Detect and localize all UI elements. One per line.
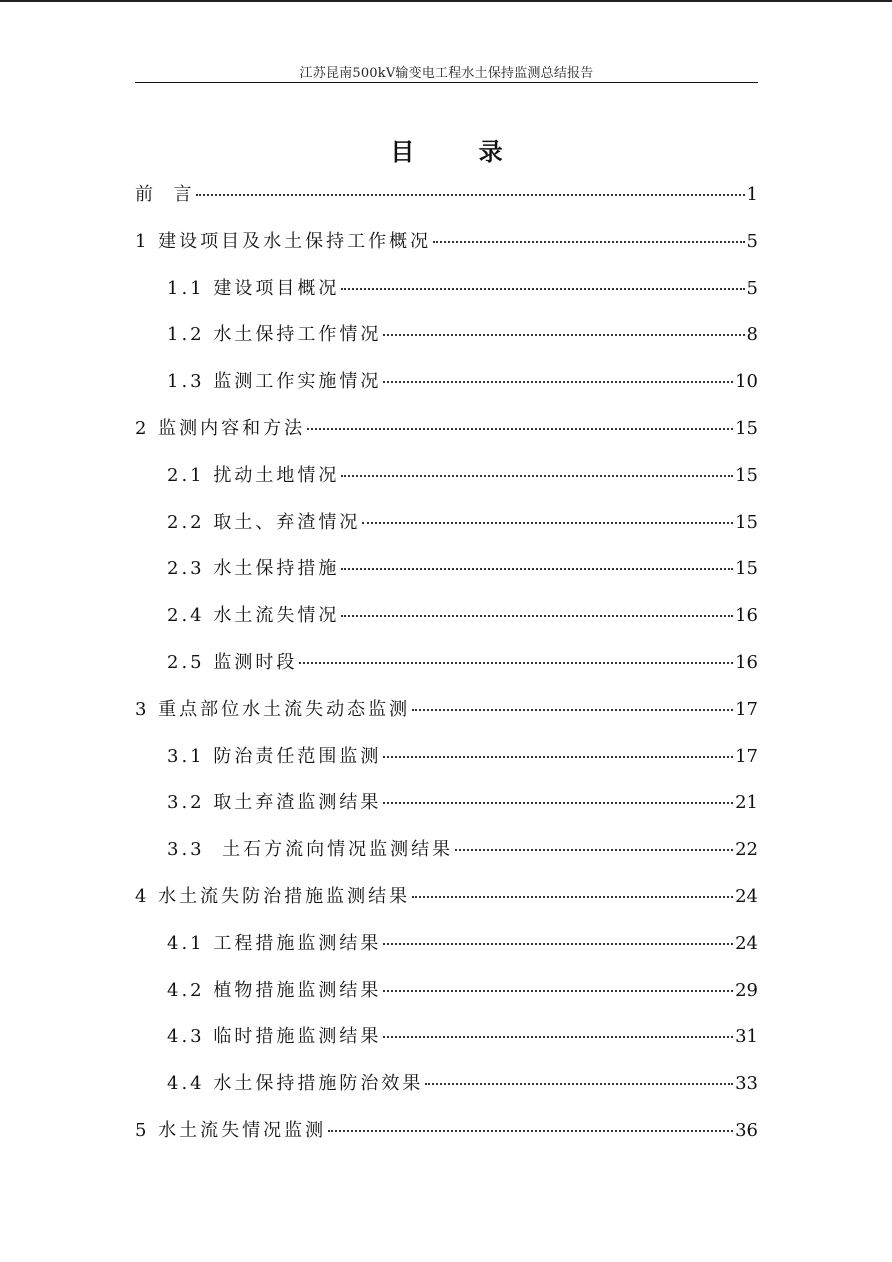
toc-dot-leader — [341, 475, 733, 477]
toc-entry-label: 3.2 取土弃渣监测结果 — [167, 792, 382, 814]
toc-entry-label: 2.4 水土流失情况 — [167, 605, 340, 627]
toc-dot-leader — [341, 288, 744, 290]
toc-entry[interactable] — [135, 508, 758, 555]
toc-dot-leader — [383, 802, 733, 804]
toc-entry-label: 前 言 — [135, 184, 195, 205]
toc-entry-page-number: 31 — [735, 1026, 758, 1048]
toc-entry[interactable] — [135, 695, 758, 742]
toc-entry-page-number: 21 — [735, 792, 758, 814]
toc-entry-label: 2.5 监测时段 — [167, 651, 298, 673]
table-of-contents — [135, 180, 758, 1163]
toc-entry-page-number: 15 — [735, 417, 758, 439]
toc-dot-leader — [383, 334, 744, 336]
toc-entry-label: 2 监测内容和方法 — [135, 417, 306, 439]
toc-entry-page-number: 5 — [746, 230, 758, 252]
toc-entry[interactable] — [135, 648, 758, 695]
toc-entry[interactable] — [135, 367, 758, 414]
toc-entry-page-number: 8 — [746, 324, 758, 346]
toc-entry-label: 1.1 建设项目概况 — [167, 277, 340, 299]
toc-dot-leader — [341, 568, 733, 570]
toc-entry-page-number: 16 — [735, 651, 758, 673]
toc-entry-label: 3.1 防治责任范围监测 — [167, 745, 382, 767]
toc-entry[interactable] — [135, 1116, 758, 1163]
toc-entry[interactable] — [135, 1069, 758, 1116]
toc-entry[interactable] — [135, 414, 758, 461]
toc-entry-page-number: 22 — [735, 839, 758, 861]
toc-entry-label: 1.3 监测工作实施情况 — [167, 371, 382, 393]
toc-entry-label: 3 重点部位水土流失动态监测 — [135, 698, 411, 720]
toc-dot-leader — [425, 1083, 733, 1085]
toc-entry[interactable] — [135, 976, 758, 1023]
toc-entry[interactable] — [135, 320, 758, 367]
toc-entry[interactable] — [135, 835, 758, 882]
toc-entry-label: 1.2 水土保持工作情况 — [167, 324, 382, 346]
running-header: 江苏昆南500kV输变电工程水土保持监测总结报告 — [299, 66, 594, 81]
toc-entry[interactable] — [135, 788, 758, 835]
toc-entry[interactable] — [135, 882, 758, 929]
toc-entry-label: 4.2 植物措施监测结果 — [167, 979, 382, 1001]
toc-title: 目 录 — [390, 137, 531, 166]
toc-entry-page-number: 16 — [735, 605, 758, 627]
toc-entry[interactable] — [135, 601, 758, 648]
toc-entry[interactable] — [135, 1022, 758, 1069]
toc-entry-page-number: 29 — [735, 979, 758, 1001]
toc-entry-page-number: 24 — [735, 932, 758, 954]
toc-entry-label: 1 建设项目及水土保持工作概况 — [135, 230, 432, 252]
toc-dot-leader — [307, 428, 733, 430]
toc-entry[interactable] — [135, 274, 758, 321]
toc-entry-page-number: 36 — [735, 1119, 758, 1141]
toc-entry-label: 2.3 水土保持措施 — [167, 558, 340, 580]
toc-dot-leader — [299, 662, 733, 664]
toc-entry-page-number: 17 — [735, 698, 758, 720]
toc-dot-leader — [196, 194, 744, 196]
toc-entry-label: 4.4 水土保持措施防治效果 — [167, 1073, 424, 1095]
toc-entry-page-number: 10 — [735, 371, 758, 393]
toc-entry-label: 2.1 扰动土地情况 — [167, 464, 340, 486]
toc-dot-leader — [412, 709, 733, 711]
toc-entry-page-number: 33 — [735, 1073, 758, 1095]
toc-entry-label: 3.3 土石方流向情况监测结果 — [167, 839, 454, 861]
toc-dot-leader — [328, 1130, 733, 1132]
toc-dot-leader — [383, 1036, 733, 1038]
toc-entry-label: 4 水土流失防治措施监测结果 — [135, 885, 411, 907]
toc-entry-page-number: 17 — [735, 745, 758, 767]
toc-entry-label: 4.1 工程措施监测结果 — [167, 932, 382, 954]
toc-dot-leader — [412, 896, 733, 898]
toc-dot-leader — [383, 943, 733, 945]
header-rule — [135, 82, 758, 83]
toc-dot-leader — [455, 849, 733, 851]
toc-entry-label: 5 水土流失情况监测 — [135, 1119, 327, 1141]
toc-entry[interactable] — [135, 742, 758, 789]
toc-entry-label: 4.3 临时措施监测结果 — [167, 1026, 382, 1048]
toc-entry[interactable] — [135, 227, 758, 274]
toc-entry[interactable] — [135, 929, 758, 976]
toc-entry-page-number: 15 — [735, 464, 758, 486]
toc-dot-leader — [341, 615, 733, 617]
toc-entry-page-number: 1 — [746, 184, 758, 205]
toc-entry-label: 2.2 取土、弃渣情况 — [167, 511, 361, 533]
toc-dot-leader — [383, 990, 733, 992]
toc-entry[interactable] — [135, 554, 758, 601]
toc-entry[interactable] — [135, 180, 758, 227]
toc-dot-leader — [383, 381, 733, 383]
toc-entry-page-number: 24 — [735, 885, 758, 907]
toc-entry-page-number: 15 — [735, 558, 758, 580]
page-top-border — [0, 0, 892, 2]
toc-entry[interactable] — [135, 461, 758, 508]
toc-entry-page-number: 5 — [746, 277, 758, 299]
toc-entry-page-number: 15 — [735, 511, 758, 533]
toc-dot-leader — [383, 756, 733, 758]
toc-dot-leader — [362, 522, 733, 524]
toc-dot-leader — [433, 241, 744, 243]
